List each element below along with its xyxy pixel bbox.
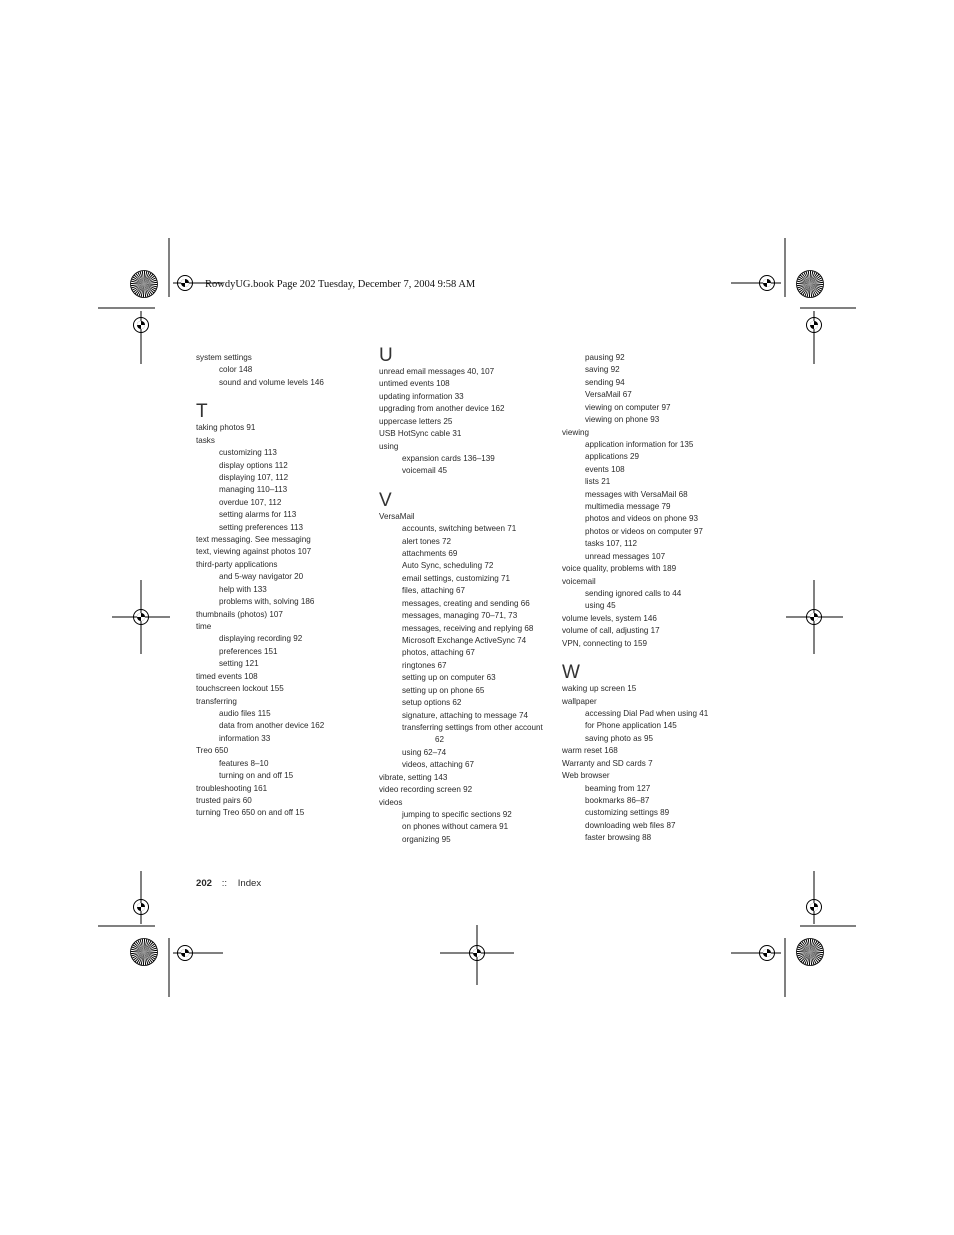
index-subentry: sending 94 [585,377,625,387]
index-subentry: turning on and off 15 [219,771,294,781]
index-subentry: preferences 151 [219,646,278,656]
index-subentry: for Phone application 145 [585,721,677,731]
index-entry: upgrading from another device 162 [379,404,505,414]
index-entry: trusted pairs 60 [196,795,252,805]
index-subentry: jumping to specific sections 92 [402,809,512,819]
index-subentry: ringtones 67 [402,660,447,670]
index-subentry: customizing 113 [219,448,277,458]
index-entry: viewing [562,427,589,437]
index-subentry: applications 29 [585,452,639,462]
index-subentry: problems with, solving 186 [219,597,315,607]
index-entry: unread email messages 40, 107 [379,367,495,376]
index-subentry: setting up on phone 65 [402,685,485,695]
index-entry: voice quality, problems with 189 [562,564,677,574]
index-subentry: setting preferences 113 [219,522,303,532]
index-subentry: viewing on phone 93 [585,415,660,425]
index-entry: timed events 108 [196,671,258,681]
index-entry: tasks [196,435,215,445]
index-entry: VPN, connecting to 159 [562,638,648,648]
index-subentry: sending ignored calls to 44 [585,589,682,599]
index-entry: touchscreen lockout 155 [196,684,284,694]
index-subentry: pausing 92 [585,353,625,362]
index-subentry: setup options 62 [402,698,462,708]
index-entry: transferring [196,696,237,706]
index-subentry: help with 133 [219,584,267,594]
index-subentry: features 8–10 [219,758,269,768]
index-entry: Web browser [562,771,610,781]
index-subentry: accessing Dial Pad when using 41 [585,708,709,718]
index-subentry: overdue 107, 112 [219,497,282,507]
index-subentry: on phones without camera 91 [402,822,509,832]
index-column-2 [379,345,551,846]
index-entry: system settings [196,353,252,362]
index-subentry: using 62–74 [402,747,447,757]
index-subentry: signature, attaching to message 74 [402,710,528,720]
index-subentry: application information for 135 [585,439,694,449]
index-subentry: displaying 107, 112 [219,472,289,482]
index-entry: wallpaper [562,696,597,706]
index-letter-heading: T [196,401,208,423]
index-subentry: attachments 69 [402,549,458,559]
index-subentry: messages, receiving and replying 68 [402,623,534,633]
index-subentry: lists 21 [585,477,611,487]
index-subentry: setting up on computer 63 [402,673,496,683]
index-subentry: alert tones 72 [402,536,452,546]
index-entry: Treo 650 [196,746,229,756]
index-subentry: beaming from 127 [585,783,651,793]
index-subentry: information 33 [219,733,271,743]
index-subentry: messages, creating and sending 66 [402,598,530,608]
index-entry: VersaMail [379,511,415,521]
index-letter-heading: V [379,489,392,511]
index-entry: waking up screen 15 [562,684,637,694]
print-header: RowdyUG.book Page 202 Tuesday, December 7, 2004 9:58 AM [205,279,476,290]
index-subentry: sound and volume levels 146 [219,377,324,387]
index-subentry: customizing settings 89 [585,808,670,818]
index-subentry: data from another device 162 [219,721,325,731]
page-footer [196,878,261,889]
index-subentry: events 108 [585,464,625,474]
index-subentry: voicemail 45 [402,466,447,476]
index-entry: third-party applications [196,559,278,569]
index-subentry: setting alarms for 113 [219,510,297,520]
index-subentry: saving 92 [585,365,620,375]
page-number: 202 [196,878,213,889]
index-entry: text messaging. See messaging [196,535,311,545]
index-entry: using [379,441,399,451]
index-subentry: expansion cards 136–139 [402,453,495,463]
index-subentry: VersaMail 67 [585,390,632,400]
index-subentry: email settings, customizing 71 [402,573,510,583]
index-entry: text, viewing against photos 107 [196,547,312,557]
index-subentry: Auto Sync, scheduling 72 [402,561,494,571]
index-subentry: viewing on computer 97 [585,402,671,412]
index-subentry: saving photo as 95 [585,733,653,743]
index-entry: thumbnails (photos) 107 [196,609,283,619]
index-subentry: photos and videos on phone 93 [585,514,698,524]
index-subentry: organizing 95 [402,834,451,844]
index-subentry: managing 110–113 [219,485,288,495]
index-subentry: videos, attaching 67 [402,760,474,770]
index-subentry: tasks 107, 112 [585,539,638,549]
index-entry: Warranty and SD cards 7 [562,758,653,768]
index-entry: volume levels, system 146 [562,613,657,623]
index-entry: video recording screen 92 [379,785,473,795]
index-entry: updating information 33 [379,391,464,401]
index-column-1 [196,352,366,820]
index-subentry: displaying recording 92 [219,634,303,644]
index-entry: warm reset 168 [562,746,618,756]
index-subentry: audio files 115 [219,708,271,718]
index-entry: turning Treo 650 on and off 15 [196,808,305,818]
index-subentry: photos, attaching 67 [402,648,475,658]
index-letter-heading: U [379,345,393,366]
index-entry: untimed events 108 [379,379,450,389]
index-subentry: transferring settings from other account [402,722,543,732]
index-entry: videos [379,797,403,807]
index-subentry: using 45 [585,601,616,611]
index-subentry: bookmarks 86–87 [585,795,650,805]
index-subentry: and 5-way navigator 20 [219,572,304,582]
index-subentry: messages, managing 70–71, 73 [402,611,518,621]
index-subentry: accounts, switching between 71 [402,524,517,534]
index-subentry: color 148 [219,365,253,375]
index-letter-heading: W [562,662,580,684]
footer-section: Index [237,878,262,889]
index-entry: troubleshooting 161 [196,783,268,793]
index-subentry: files, attaching 67 [402,586,465,596]
index-subentry: photos or videos on computer 97 [585,526,703,536]
index-subentry: multimedia message 79 [585,502,671,512]
index-entry: time [196,622,212,632]
index-entry: voicemail [562,576,596,586]
index-subentry: setting 121 [219,659,259,669]
index-entry: vibrate, setting 143 [379,772,448,782]
index-column-3 [562,352,734,845]
index-subentry: messages with VersaMail 68 [585,489,688,499]
index-entry: USB HotSync cable 31 [379,429,462,439]
index-subentry: unread messages 107 [585,551,666,561]
index-subentry: faster browsing 88 [585,833,652,843]
index-subentry: downloading web files 87 [585,820,676,830]
footer-separator: :: [221,878,228,889]
index-subentry: 62 [435,735,445,745]
index-subentry: Microsoft Exchange ActiveSync 74 [402,636,527,646]
index-entry: volume of call, adjusting 17 [562,626,660,636]
index-entry: uppercase letters 25 [379,416,453,426]
index-entry: taking photos 91 [196,423,256,433]
index-subentry: display options 112 [219,460,288,470]
